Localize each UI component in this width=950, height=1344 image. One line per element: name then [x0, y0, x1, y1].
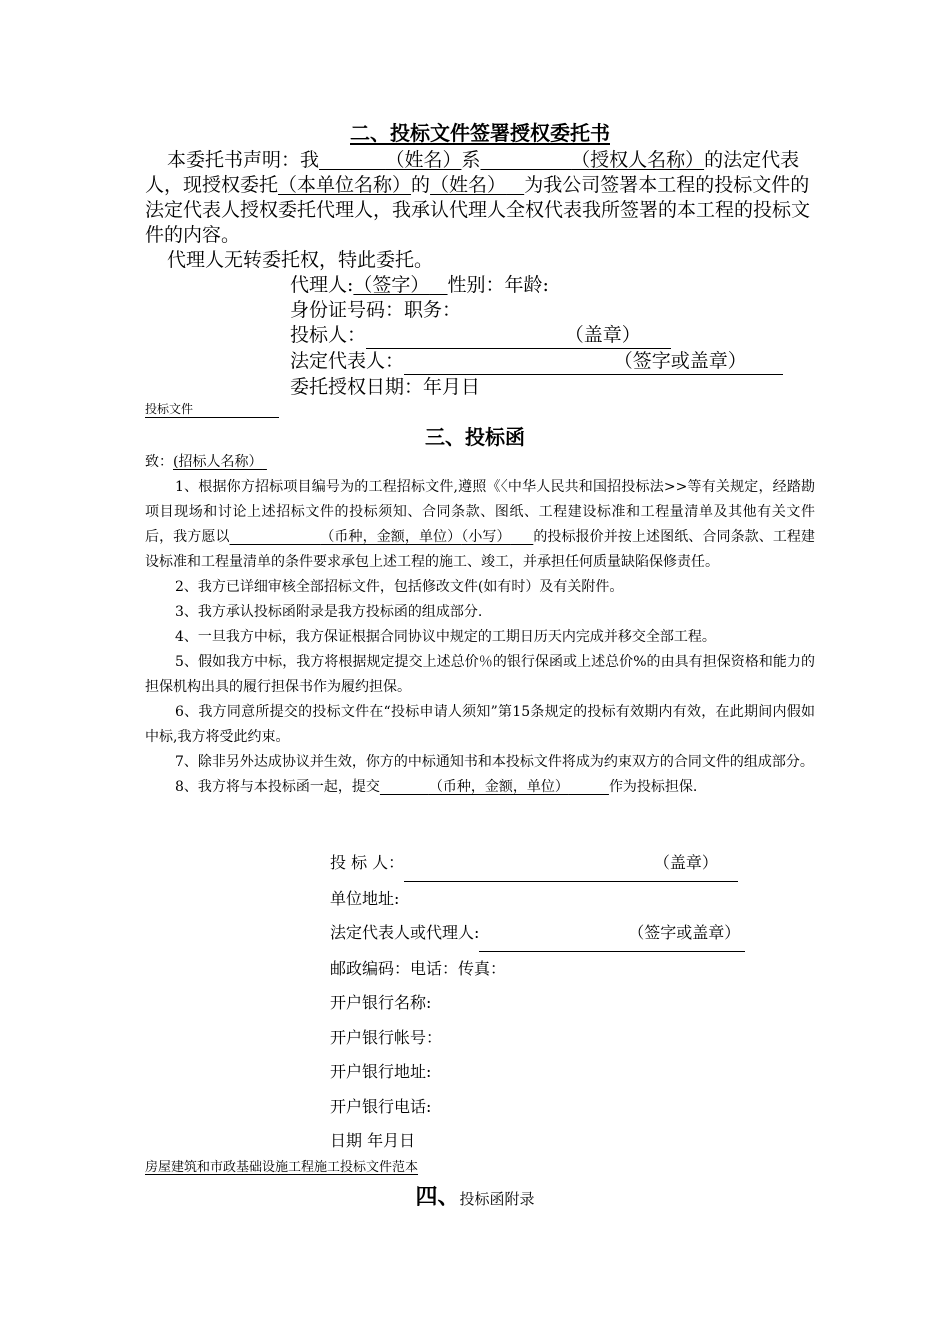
blank-unit: （本单位名称） — [278, 174, 412, 196]
statement-text: 系 — [461, 149, 481, 171]
legal-rep-seal-blank: （签字或盖章） — [479, 916, 745, 952]
blank-principal: （授权人名称） — [571, 149, 705, 171]
header-note: 投标文件 — [145, 402, 279, 418]
addressee-line: 致：(招标人名称） — [145, 450, 815, 475]
price-lowercase-blank: （小写） — [461, 529, 511, 545]
agent-info — [145, 273, 815, 400]
bidder-seal-blank: （盖章） — [366, 323, 671, 349]
bank-name: 开户银行名称: — [330, 993, 432, 1012]
section4-number: 四、 — [415, 1184, 460, 1210]
bid-clause-7: 7、除非另外达成协议并生效，你方的中标通知书和本投标文件将成为约束双方的合同文件的组成部分。 — [175, 754, 814, 770]
section2-title: 二、投标文件签署授权委托书 — [350, 121, 610, 145]
bid-clause-2: 2、我方已详细审核全部招标文件，包括修改文件(如有时）及有关附件。 — [175, 579, 624, 595]
section4-heading — [145, 1180, 805, 1211]
bid-clause-1: 1、根据你方招标项目编号为的工程招标文件,遵照《〈中华人民共和国招投标法>>等有关规定，经踏勘项目现场和讨论上述招标文件的投标须知、合同条款、图纸、工程建设标准和工程量清单及其他有关文件后，我方愿以 （币种，金额，单位）（小写） 的投标报价并按上述图纸、合同条款、工程建设标准和工程量清单的条件要求承包上述工程的施工、竣工，并承担任何质量缺陷保修责任。 — [145, 479, 816, 570]
bid-clause-8: 8、我方将与本投标函一起，提交 （币种，金额，单位） 作为投标担保. — [175, 779, 698, 795]
legal-rep-label: 法定代表人： — [290, 350, 405, 372]
guarantee-blank: （币种，金额，单位） — [428, 779, 569, 795]
bid-letter — [145, 450, 815, 800]
legal-rep-seal-blank: （签字或盖章） — [404, 349, 783, 375]
agent-label: 代理人: — [290, 274, 354, 296]
blank-name-2: （姓名） — [430, 174, 507, 196]
bidder-label: 投标人： — [290, 324, 367, 346]
bidder-label: 投 标 人： — [330, 853, 405, 872]
bid-clause-4: 4、一旦我方中标，我方保证根据合同协议中规定的工期日历天内完成并移交全部工程。 — [175, 629, 716, 645]
bank-account: 开户银行帐号： — [330, 1027, 443, 1047]
statement-text: 的法定代表人，现授权委托 — [145, 149, 800, 196]
statement-text: 本委托书声明：我 — [167, 149, 320, 171]
bidder-seal-blank: （盖章） — [404, 846, 738, 882]
blank-name: （姓名） — [385, 149, 462, 171]
statement-text: 的 — [411, 174, 431, 196]
bid-date: 日期 年月日 — [330, 1131, 416, 1150]
id-number-line: 身份证号码：职务： — [290, 299, 462, 321]
bid-clause-6: 6、我方同意所提交的投标文件在“投标申请人须知”第15条规定的投标有效期内有效，在此期间内假如中标,我方将受此约束。 — [145, 704, 815, 745]
unit-address: 单位地址: — [330, 888, 400, 908]
agent-gender-age: 性别：年龄: — [447, 274, 549, 296]
authorization-letter — [145, 118, 815, 400]
section3-title: 三、投标函 — [425, 425, 525, 449]
bank-address: 开户银行地址: — [330, 1062, 432, 1081]
contact-line: 邮政编码：电话：传真： — [330, 958, 507, 978]
price-blank: （币种，金额，单位） — [320, 529, 462, 545]
bid-clause-3: 3、我方承认投标函附录是我方投标函的组成部分. — [175, 604, 483, 620]
addressee-blank: (招标人名称） — [173, 454, 263, 470]
legal-rep-label: 法定代表人或代理人: — [330, 923, 480, 942]
no-transfer-statement: 代理人无转委托权，特此委托。 — [167, 249, 434, 271]
section4-title: 投标函附录 — [459, 1190, 535, 1208]
agent-sign-blank: （签字） — [353, 274, 430, 296]
statement-text: 为我公司签署本工程的投标文件的法定代表人授权委托代理人，我承认代理人全权代表我所签署的本工程的投标文件的内容。 — [145, 174, 811, 246]
bid-clause-5: 5、假如我方中标，我方将根据规定提交上述总价％的银行保函或上述总价%的由具有担保资格和能力的担保机构出具的履行担保书作为履约担保。 — [145, 654, 815, 695]
footer-note: 房屋建筑和市政基础设施工程施工投标文件范本 — [145, 1160, 419, 1175]
bid-signature-block — [330, 846, 745, 1159]
authorization-statement — [145, 148, 815, 248]
bank-phone: 开户银行电话: — [330, 1096, 432, 1116]
authorization-date: 委托授权日期：年月日 — [290, 376, 481, 398]
